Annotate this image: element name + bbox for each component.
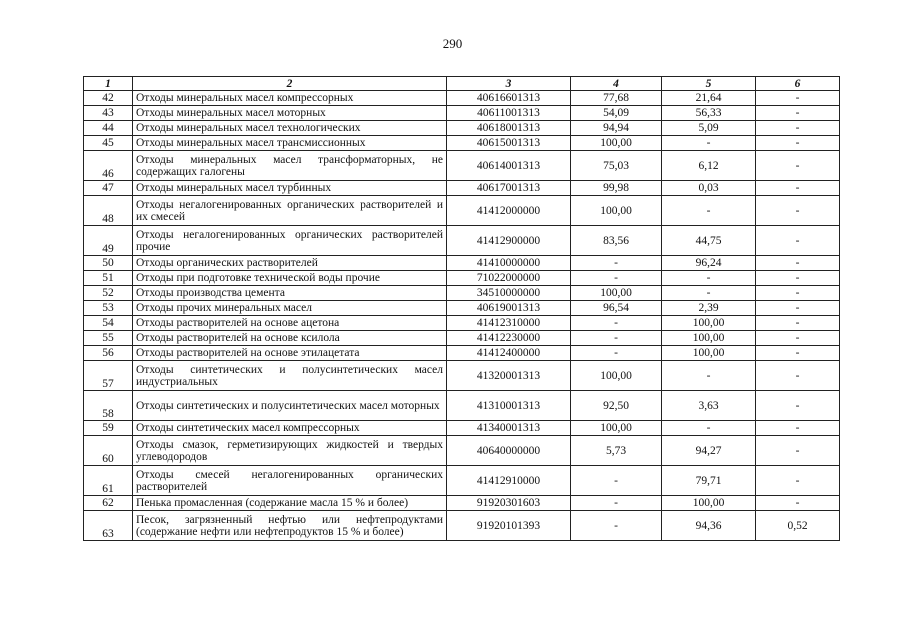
cell-waste-name: Отходы минеральных масел технологических [133,121,447,136]
cell-fkko-code: 41340001313 [447,421,571,436]
cell-value-4: - [571,316,662,331]
cell-number: 56 [84,346,133,361]
table-row [84,421,840,436]
table-row [84,196,840,226]
cell-waste-name: Отходы смазок, герметизирующих жидкостей и твердых углеводородов [133,436,447,466]
cell-waste-name: Отходы растворителей на основе ксилола [133,331,447,346]
column-header-3: 3 [447,77,571,91]
cell-value-5: - [662,271,756,286]
cell-number: 57 [84,361,133,391]
table-row [84,466,840,496]
cell-number: 60 [84,436,133,466]
table-row [84,256,840,271]
cell-number: 47 [84,181,133,196]
cell-value-4: 83,56 [571,226,662,256]
cell-waste-name: Отходы минеральных масел моторных [133,106,447,121]
table-row [84,316,840,331]
cell-value-5: 79,71 [662,466,756,496]
column-header-1: 1 [84,77,133,91]
cell-value-4: - [571,466,662,496]
cell-fkko-code: 91920301603 [447,496,571,511]
cell-value-5: - [662,286,756,301]
cell-value-5: 100,00 [662,331,756,346]
table-row [84,361,840,391]
cell-fkko-code: 40614001313 [447,151,571,181]
cell-fkko-code: 41412400000 [447,346,571,361]
cell-value-6: - [756,346,840,361]
cell-value-6: - [756,316,840,331]
cell-fkko-code: 41310001313 [447,391,571,421]
cell-number: 42 [84,91,133,106]
cell-value-6: - [756,286,840,301]
cell-value-5: 5,09 [662,121,756,136]
cell-number: 54 [84,316,133,331]
cell-value-6: - [756,91,840,106]
cell-waste-name: Отходы минеральных масел трансформаторных, не содержащих галогены [133,151,447,181]
cell-value-6: - [756,151,840,181]
cell-number: 46 [84,151,133,181]
table-row [84,181,840,196]
cell-value-5: - [662,136,756,151]
cell-value-5: 96,24 [662,256,756,271]
table-row [84,151,840,181]
cell-value-4: - [571,346,662,361]
cell-number: 53 [84,301,133,316]
cell-value-5: - [662,361,756,391]
cell-value-5: 94,36 [662,511,756,541]
table-row [84,106,840,121]
cell-number: 43 [84,106,133,121]
table-row [84,511,840,541]
cell-value-6: - [756,226,840,256]
cell-value-4: - [571,511,662,541]
cell-waste-name: Отходы синтетических и полусинтетических масел моторных [133,391,447,421]
cell-fkko-code: 41320001313 [447,361,571,391]
cell-fkko-code: 40640000000 [447,436,571,466]
table-row [84,346,840,361]
cell-waste-name: Отходы минеральных масел турбинных [133,181,447,196]
cell-value-5: 44,75 [662,226,756,256]
table-row [84,286,840,301]
table-row [84,136,840,151]
cell-value-5: 6,12 [662,151,756,181]
cell-number: 52 [84,286,133,301]
cell-value-6: - [756,301,840,316]
table-row [84,121,840,136]
cell-value-6: - [756,421,840,436]
cell-number: 45 [84,136,133,151]
table-row [84,391,840,421]
cell-number: 50 [84,256,133,271]
cell-value-4: 75,03 [571,151,662,181]
table-body [84,91,840,541]
cell-value-5: 94,27 [662,436,756,466]
cell-waste-name: Отходы синтетических и полусинтетических масел индустриальных [133,361,447,391]
cell-number: 55 [84,331,133,346]
column-header-2: 2 [133,77,447,91]
cell-fkko-code: 40618001313 [447,121,571,136]
cell-value-5: 3,63 [662,391,756,421]
cell-waste-name: Пенька промасленная (содержание масла 15 % и более) [133,496,447,511]
cell-waste-name: Отходы синтетических масел компрессорных [133,421,447,436]
cell-value-4: - [571,496,662,511]
cell-value-6: 0,52 [756,511,840,541]
waste-table [83,76,840,541]
cell-fkko-code: 41412230000 [447,331,571,346]
cell-value-4: 94,94 [571,121,662,136]
cell-fkko-code: 40611001313 [447,106,571,121]
cell-value-4: 100,00 [571,421,662,436]
cell-value-5: 100,00 [662,316,756,331]
cell-fkko-code: 34510000000 [447,286,571,301]
cell-waste-name: Песок, загрязненный нефтью или нефтепродуктами (содержание нефти или нефтепродуктов 15 % и более) [133,511,447,541]
table-row [84,301,840,316]
cell-value-6: - [756,196,840,226]
table-row [84,91,840,106]
cell-value-4: 100,00 [571,136,662,151]
cell-value-5: - [662,421,756,436]
cell-number: 63 [84,511,133,541]
cell-value-5: 0,03 [662,181,756,196]
cell-value-4: - [571,256,662,271]
page-number: 290 [442,36,463,51]
cell-number: 48 [84,196,133,226]
cell-number: 61 [84,466,133,496]
cell-fkko-code: 41412310000 [447,316,571,331]
cell-waste-name: Отходы прочих минеральных масел [133,301,447,316]
cell-value-5: 100,00 [662,496,756,511]
cell-value-4: 100,00 [571,286,662,301]
cell-value-6: - [756,361,840,391]
cell-fkko-code: 40619001313 [447,301,571,316]
table-row [84,226,840,256]
cell-value-6: - [756,436,840,466]
column-header-6: 6 [756,77,840,91]
cell-value-6: - [756,271,840,286]
cell-fkko-code: 41412900000 [447,226,571,256]
cell-number: 49 [84,226,133,256]
cell-waste-name: Отходы смесей негалогенированных органических растворителей [133,466,447,496]
cell-waste-name: Отходы минеральных масел трансмиссионных [133,136,447,151]
cell-value-4: 54,09 [571,106,662,121]
cell-waste-name: Отходы растворителей на основе этилацетата [133,346,447,361]
cell-value-4: 100,00 [571,361,662,391]
cell-value-6: - [756,466,840,496]
cell-value-4: 96,54 [571,301,662,316]
cell-fkko-code: 91920101393 [447,511,571,541]
cell-value-5: 56,33 [662,106,756,121]
cell-waste-name: Отходы органических растворителей [133,256,447,271]
cell-value-4: 77,68 [571,91,662,106]
table-header-row [84,77,840,91]
table-row [84,496,840,511]
column-header-5: 5 [662,77,756,91]
cell-waste-name: Отходы производства цемента [133,286,447,301]
cell-waste-name: Отходы негалогенированных органических растворителей прочие [133,226,447,256]
cell-value-4: - [571,331,662,346]
cell-value-6: - [756,256,840,271]
cell-number: 44 [84,121,133,136]
table-row [84,271,840,286]
column-header-4: 4 [571,77,662,91]
cell-value-5: - [662,196,756,226]
cell-fkko-code: 71022000000 [447,271,571,286]
cell-value-6: - [756,496,840,511]
cell-value-6: - [756,136,840,151]
cell-value-4: - [571,271,662,286]
cell-fkko-code: 41412910000 [447,466,571,496]
cell-value-4: 92,50 [571,391,662,421]
cell-value-6: - [756,181,840,196]
table-row [84,436,840,466]
cell-value-4: 100,00 [571,196,662,226]
cell-value-5: 2,39 [662,301,756,316]
cell-value-6: - [756,121,840,136]
cell-value-4: 99,98 [571,181,662,196]
cell-value-6: - [756,106,840,121]
cell-waste-name: Отходы минеральных масел компрессорных [133,91,447,106]
cell-value-6: - [756,391,840,421]
cell-value-5: 100,00 [662,346,756,361]
cell-value-5: 21,64 [662,91,756,106]
cell-fkko-code: 40616601313 [447,91,571,106]
cell-number: 62 [84,496,133,511]
cell-number: 51 [84,271,133,286]
cell-waste-name: Отходы растворителей на основе ацетона [133,316,447,331]
cell-number: 58 [84,391,133,421]
cell-value-4: 5,73 [571,436,662,466]
cell-fkko-code: 41410000000 [447,256,571,271]
cell-fkko-code: 41412000000 [447,196,571,226]
cell-value-6: - [756,331,840,346]
cell-waste-name: Отходы негалогенированных органических растворителей и их смесей [133,196,447,226]
cell-number: 59 [84,421,133,436]
cell-waste-name: Отходы при подготовке технической воды прочие [133,271,447,286]
table-row [84,331,840,346]
cell-fkko-code: 40615001313 [447,136,571,151]
cell-fkko-code: 40617001313 [447,181,571,196]
